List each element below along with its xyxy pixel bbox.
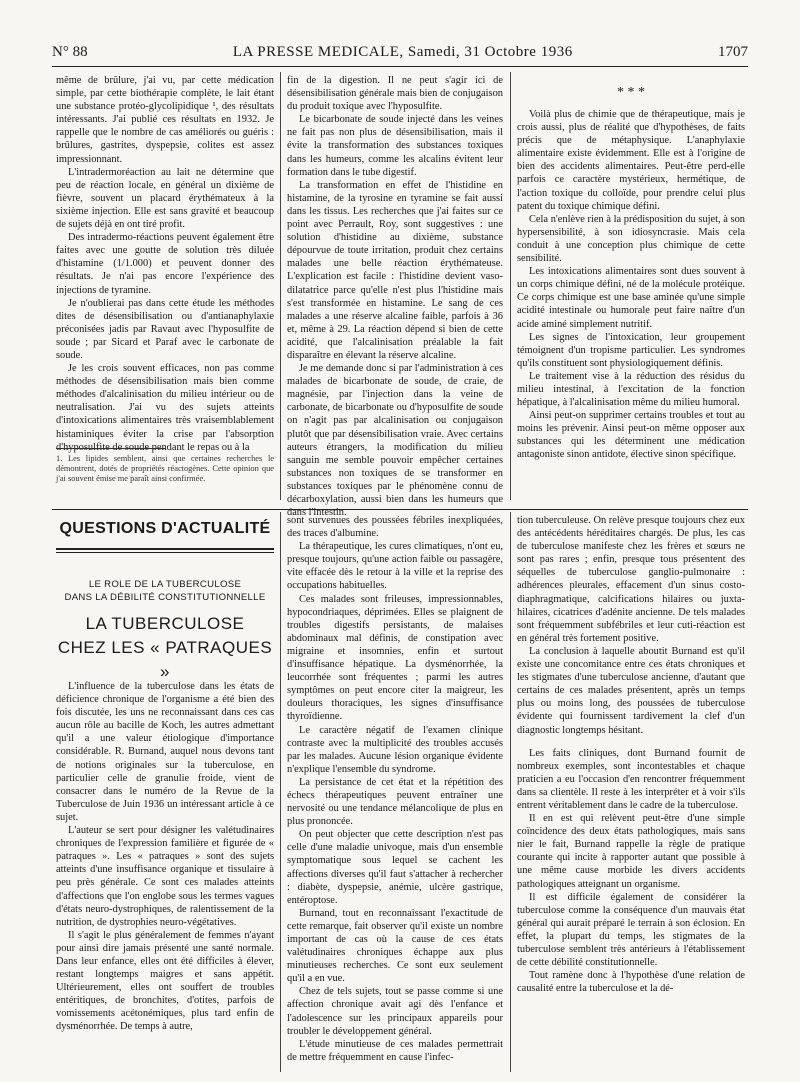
paragraph: Le traitement vise à la réduction des résidus du milieu intestinal, à l'excitation de la fonction hépatique, à l'alcalinisation même du milieu humoral. [517, 370, 745, 409]
bottom-column-3 [517, 514, 745, 1069]
paragraph: Il en est qui relèvent peut-être d'une simple coïncidence des deux états pathologiques, mais sans nier le fait, Burnand rappelle la règle de pratique courante qui incite à rapporter autant que possible à une même cause morbide les divers accidents pathologiques atteignant un organisme. [517, 813, 745, 890]
top-column-3 [517, 74, 745, 504]
paragraph: L'intradermoréaction au lait ne détermine que peu de réaction locale, en général un dixième de fièvre, souvent un placard érythémateux à la sixième injection. Elle est sans gravité et beaucoup de sujets déjà en ont tiré profit. [56, 166, 274, 231]
section-heading: QUESTIONS D'ACTUALITÉ [59, 520, 271, 537]
article-kicker [56, 579, 274, 604]
header-rule [52, 66, 748, 67]
paragraph: L'étude minutieuse de ces malades permettrait de mettre fréquemment en cause l'infec- [287, 1038, 503, 1063]
heading-rule [56, 552, 274, 553]
bottom-column-2 [287, 514, 503, 1069]
footnote: 1. Les lipides semblent, ainsi que certaines recherches le démontrent, dotés de propriétés réactogènes. Cette opinion que j'ai souvent émise me paraît ainsi confirmée. [56, 454, 274, 484]
paragraph: On peut objecter que cette description n'est pas celle d'une maladie univoque, mais d'un ensemble symptomatique sous lequel se cachent les affections diverses qu'il faut s'attacher à rechercher : diabète, dyspepsie, anémie, ulcère gastrique, entéroptose. [287, 829, 503, 906]
article-title [56, 612, 274, 684]
title-line: LA TUBERCULOSE [85, 614, 245, 633]
footnote-rule [56, 448, 166, 449]
page-number: 1707 [717, 44, 748, 60]
paragraph: Les intoxications alimentaires sont dues souvent à un corps chimique défini, né de la molécule protéique. Ce corps chimique est une base aminée qu'une simple acidité intestinale ou humorale peut faire naître d'un acide aminé simplement nutritif. [517, 266, 745, 330]
paragraph: Le caractère négatif de l'examen clinique contraste avec la multiplicité des troubles accusés par les malades. Aucune lésion organique évidente n'explique l'ensemble du syndrome. [287, 724, 503, 775]
paragraph: Des intradermo-réactions peuvent également être faites avec une goutte de solution très diluée d'histamine (1/1.000) et peuvent donner des résultats. Je n'ai pas encore l'expérience des injections de tyramine. [56, 232, 274, 296]
paragraph: Les signes de l'intoxication, leur groupement témoignent d'un tropisme particulier. Les syndromes qu'ils constituent sont physiologiquement définis. [517, 331, 745, 369]
paragraph: Je les crois souvent efficaces, non pas comme méthodes de désensibilisation mais bien comme méthodes d'alcalinisation du milieu intérieur ou de neutralisation. J'ai vu des sujets atteints d'intoxications alimentaires très vraisemblablement histaminiques éviter la crise par l'absorption d'hyposulfite de soude pendant le repas ou à la [56, 363, 274, 453]
paragraph: tion tuberculeuse. On relève presque toujours chez eux des antécédents héréditaires chargés. De plus, les cas de tuberculose manifeste chez les frères et sœurs ne sont pas rares ; enfin, presque tous présentent des séquelles de tuberculose ganglio-pulmonaire : adhérences pleurales, effacement d'un sinus costo-diaphragmatique, calcifications hilaires ou juxta-hilaires, cicatrices d'adénite ancienne. De tels malades sont fréquemment subfébriles et leur cuti-réaction est en général très fortement positive. [517, 515, 745, 644]
paragraph: Il est difficile également de considérer la tuberculose comme la conséquence d'un mauvais état général qui aurait préparé le terrain à son éclosion. En effet, la plupart du temps, les stigmates de la tuberculose semblent très antérieurs à l'établissement de cette débilité constitutionnelle. [517, 891, 745, 969]
paragraph: La thérapeutique, les cures climatiques, n'ont eu, presque toujours, qu'une action faible ou passagère, vite effacée dès le retour à la ville et la reprise des occupations habituelles. [287, 541, 503, 592]
paragraph: Je n'oublierai pas dans cette étude les méthodes dites de désensibilisation ou d'antianaphylaxie préconisées jadis par Ravaut avec l'hyposulfite de soude ; par Sicard et Paraf avec le carbonate de soude. [56, 297, 274, 361]
column-divider [510, 72, 511, 500]
title-line: CHEZ LES « PATRAQUES » [57, 638, 273, 681]
bottom-column-1 [56, 680, 274, 1065]
paragraph: fin de la digestion. Il ne peut s'agir ici de désensibilisation générale mais bien de conjugaison du produit toxique avec l'hyposulfite. [287, 75, 503, 113]
paragraph: Ainsi peut-on supprimer certains troubles et tout au moins les prévenir. Ainsi peut-on même opposer aux substances qui les déterminent une médication antagoniste sinon antidote, élective sinon spécifique. [517, 410, 745, 461]
paragraph: La persistance de cet état et la répétition des échecs thérapeutiques peuvent entraîner une nervosité ou une tendance mélancolique de plus en plus prononcée. [287, 776, 503, 828]
asterism: * * * [617, 85, 645, 100]
paragraph: Tout ramène donc à l'hypothèse d'une relation de causalité entre la tuberculose et la dé- [517, 970, 745, 995]
top-column-1 [56, 74, 274, 453]
paragraph: Il s'agit le plus généralement de femmes n'ayant pour ainsi dire jamais présenté une santé normale. Dans leur enfance, elles ont été difficiles à élever, restant longtemps maigres et sans appétit. Ultérieurement, elles ont souffert de troubles entéritiques, de bronchites, d'otites, parfois de vomissements acétonémiques, plus tard enfin de dysménorrhée. De temps à autre, [56, 929, 274, 1033]
paragraph: Chez de tels sujets, tout se passe comme si une affection chronique avait agi dès l'enfance et l'adolescence sur les principaux appareils pour troubler le développement général. [287, 986, 503, 1037]
paragraph: Le bicarbonate de soude injecté dans les veines ne fait pas non plus de désensibilisation, mais il évite la transformation des substances toxiques dans les humeurs, comme les alcalins évitent leur formation dans le tube digestif. [287, 114, 503, 178]
paragraph: L'influence de la tuberculose dans les états de déficience chronique de l'organisme a été bien des fois discutée, les uns ne reconnaissant dans ces cas aucun rôle au bacille de Koch, les autres admettant qu'il a une valeur étiologique d'importance considérable. R. Burnand, auquel nous devons tant de notions originales sur la tuberculose, en particulier celle de granulie froide, vient de consacrer dans le numéro de la Revue de la Tuberculose de Juin 1936 un intéressant article à ce sujet. [56, 681, 274, 823]
top-column-2 [287, 74, 503, 519]
kicker-line: DANS LA DÉBILITÉ CONSTITUTIONNELLE [64, 591, 266, 603]
paragraph: Burnand, tout en reconnaissant l'exactitude de cette remarque, fait observer qu'il existe un nombre important de cas où la cause de ces états valétudinaires chroniques échappe aux plus minutieuses recherches. Ce sont eux seulement qu'il a en vue. [287, 907, 503, 985]
issue-number: N° 88 [52, 44, 88, 60]
journal-title: LA PRESSE MEDICALE, Samedi, 31 Octobre 1936 [232, 44, 573, 60]
column-divider [280, 512, 281, 1072]
paragraph: L'auteur se sert pour désigner les valétudinaires chroniques de l'expression familière et figurée de « patraques ». Les « patraques » sont des sujets atteints d'une insuffisance organique et tissulaire à peu près générale. Ce sont ces malades atteints d'affections que l'on englobe sous les termes vagues d'états neuro-dystrophiques, de ralentissement de la nutrition, de dystrophies neuro-végétatives. [56, 825, 274, 928]
column-divider [280, 72, 281, 500]
paragraph: Ces malades sont frileuses, impressionnables, hypocondriaques, déprimées. Elles se plaignent de troubles digestifs persistants, de malaises abdominaux mal définis, de constipation avec migraine et insomnies, enfin et surtout d'insuffisance hépatique. La dysménorrhée, la leucorrhée sont fréquentes ; parmi les autres symptômes on peut encore citer la maigreur, les douleurs thoraciques, les signes d'insuffisance thyroïdienne. [287, 593, 503, 723]
paragraph: Je me demande donc si par l'administration à ces malades de bicarbonate de soude, de craie, de magnésie, par l'injection dans la veine de carbonate, de bicarbonate ou d'hyposulfite de soude on n'agit pas par alcalinisation ou conjugaison plutôt que par désensibilisation vraie. Avec certains auteurs étrangers, la modification du milieu sanguin me semble pouvoir empêcher certaines substances non toxiques de se transformer en substances toxiques par le phénomène connu de décarboxylation, aussi bien dans les humeurs que dans l'intestin. [287, 363, 503, 519]
paragraph: La conclusion à laquelle aboutit Burnand est qu'il existe une concomitance entre ces états chroniques et les stigmates d'une tuberculose ancienne, d'autant que certains de ces malades présentent, après un temps plus ou moins long, des poussées de tuberculose évidente qui fournissent tardivement la clef d'un diagnostic longtemps hésitant. [517, 645, 745, 736]
heading-rule [56, 548, 274, 550]
paragraph: sont survenues des poussées fébriles inexpliquées, des traces d'albumine. [287, 515, 503, 540]
kicker-line: LE ROLE DE LA TUBERCULOSE [88, 579, 242, 590]
page-header [52, 44, 748, 64]
paragraph: Les faits cliniques, dont Burnand fournit de nombreux exemples, sont incontestables et chaque praticien a eu l'occasion d'en rencontrer fréquemment dans sa clientèle. Il reste à les interpréter et à voir s'ils entrent véritablement dans le cadre de la tuberculose. [517, 747, 745, 811]
paragraph: même de brûlure, j'ai vu, par cette médication simple, par cette biothérapie complète, le lait étant une substance protéo-glycolipidique ¹, des résultats intéressants. J'ai publié ces résultats en 1932. Je rappelle que le nombre de cas améliorés ou guéris : brûlures, gastrites, dyspepsie, colites est assez impressionnant. [56, 75, 274, 165]
paragraph: Cela n'enlève rien à la prédisposition du sujet, à son hypersensibilité, à son idiosyncrasie. Mais cela conduit à une conception plus chimique de cette sensibilité. [517, 213, 745, 265]
paragraph: Voilà plus de chimie que de thérapeutique, mais je crois aussi, plus de réalité que d'hypothèses, de faits précis que de métaphysique. L'anaphylaxie alimentaire existe évidemment. Elle est à l'origine de bien des accidents alimentaires. Peut-être perd-elle parfois ce caractère mystérieux, hermétique, de l'action toxique du colloïde, pour prendre celui plus patent du toxique chimique défini. [517, 109, 745, 212]
paragraph: La transformation en effet de l'histidine en histamine, de la tyrosine en tyramine se fait aussi dans les tissus. Les recherches que j'ai faites sur ce point avec Perrault, Roy, sont suggestives : une solution d'histidine au dixième, substance dépourvue de toute irritation, produit chez certains malades une belle réaction érythémateuse. L'explication est facile : l'histidine devient vaso-dilatatrice parce qu'elle n'est plus l'histidine mais s'est transformée en histamine. Le sang de ces malades a une réserve alcaline faible, parfois à 36 et, même à 29. La réaction dépend si bien de cette acidité, que l'alcalinisation préalable la fait disparaître en élevant la réserve alcaline. [287, 179, 503, 361]
column-divider [510, 512, 511, 1072]
section-divider [52, 509, 748, 510]
